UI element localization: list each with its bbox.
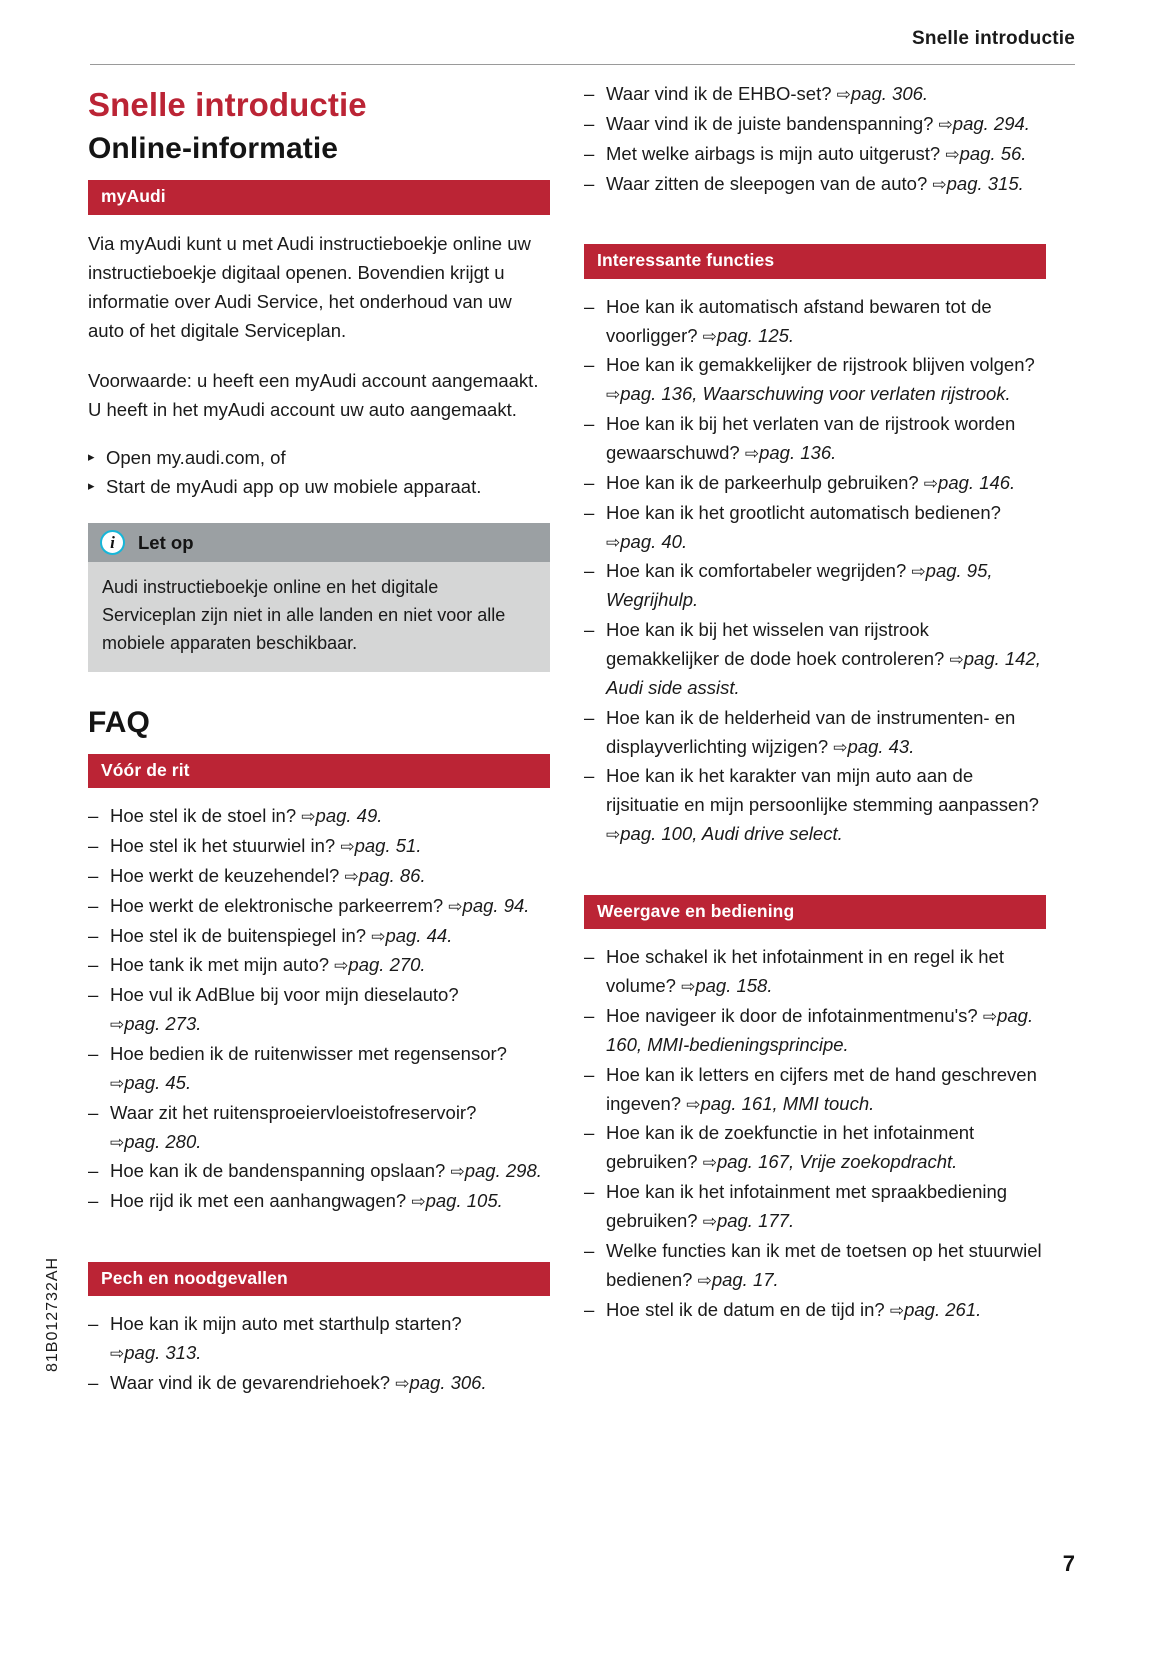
page-reference-arrow-icon: ⇨: [110, 1073, 125, 1093]
dash-bullet-icon: –: [88, 835, 99, 856]
dash-bullet-icon: –: [88, 984, 99, 1006]
dash-bullet-icon: –: [88, 954, 99, 976]
faq-list-item: [584, 140, 1046, 169]
page-reference-label: pag. 142, Audi side assist.: [606, 648, 1041, 698]
page-reference: [745, 442, 836, 463]
faq-question: Hoe bedien ik de ruitenwisser met regensensor?: [110, 1043, 507, 1065]
faq-question: Waar zitten de sleepogen van de auto?: [606, 172, 933, 194]
faq-list-item: [584, 110, 1046, 139]
page-reference-label: pag. 40.: [620, 530, 688, 552]
page-reference-label: pag. 158.: [695, 975, 773, 997]
page-reference: [340, 835, 421, 856]
page-reference: [833, 736, 914, 757]
page-reference-arrow-icon: ⇨: [606, 385, 621, 405]
subsection-bar-pech: Pech en noodgevallen: [88, 1262, 550, 1296]
faq-question: Hoe schakel ik het infotainment in en regel ik het volume?: [606, 946, 1004, 997]
faq-list-item: [584, 1002, 1046, 1060]
list-item-label: Open my.audi.com, of: [106, 447, 286, 468]
faq-question: Hoe kan ik mijn auto met starthulp starten?: [110, 1313, 462, 1335]
left-column: [88, 80, 550, 1399]
dash-bullet-icon: –: [584, 706, 595, 728]
faq-question: Hoe kan ik de helderheid van de instrumenten- en displayverlichting wijzigen?: [606, 706, 1016, 757]
page-reference-label: pag. 86.: [358, 864, 426, 886]
faq-question: Hoe kan ik de bandenspanning opslaan?: [110, 1160, 451, 1182]
faq-list-item: [584, 293, 1046, 351]
page-reference-arrow-icon: ⇨: [110, 1132, 125, 1152]
interessante-functies-list: [584, 293, 1046, 849]
page-reference-label: pag. 100, Audi drive select.: [620, 823, 843, 845]
page-reference-arrow-icon: ⇨: [697, 1270, 712, 1290]
page-reference-label: pag. 273.: [124, 1013, 202, 1035]
faq-list-item: [88, 981, 550, 1039]
page-reference-label: pag. 270.: [348, 954, 426, 976]
faq-list-item: [584, 351, 1046, 409]
faq-list-item: [584, 1178, 1046, 1236]
page-reference-arrow-icon: ⇨: [344, 866, 359, 886]
faq-list-item: [584, 557, 1046, 615]
dash-bullet-icon: –: [584, 1122, 595, 1144]
page-reference-label: pag. 294.: [952, 112, 1030, 134]
page-reference-arrow-icon: ⇨: [982, 1006, 998, 1026]
page-reference-arrow-icon: ⇨: [945, 144, 960, 164]
faq-list-item: [584, 762, 1046, 849]
page-reference-arrow-icon: ⇨: [702, 1212, 717, 1231]
page-reference-label: pag. 161, MMI touch.: [700, 1092, 875, 1114]
faq-list-item: [88, 862, 550, 891]
faq-list-item: [584, 1061, 1046, 1119]
faq-list-item: [584, 170, 1046, 199]
page-reference: [301, 805, 382, 826]
note-box: [88, 523, 550, 672]
faq-question: Hoe kan ik de parkeerhulp gebruiken?: [606, 471, 924, 493]
faq-question: Hoe vul ik AdBlue bij voor mijn dieselauto?: [110, 984, 459, 1006]
dash-bullet-icon: –: [584, 1181, 595, 1203]
faq-question: Waar vind ik de juiste bandenspanning?: [606, 112, 939, 134]
page-reference-arrow-icon: ⇨: [836, 85, 851, 104]
faq-list-item: [584, 80, 1046, 109]
faq-list-item: [88, 802, 550, 831]
page-reference-arrow-icon: ⇨: [110, 1344, 125, 1364]
faq-title: FAQ: [88, 705, 150, 739]
page-reference-arrow-icon: ⇨: [334, 956, 349, 976]
faq-question: Waar vind ik de gevarendriehoek?: [110, 1372, 396, 1394]
page-reference-arrow-icon: ⇨: [301, 807, 316, 827]
faq-question: Hoe stel ik de datum en de tijd in?: [606, 1298, 890, 1320]
page-reference-label: pag. 49.: [315, 805, 383, 827]
dash-bullet-icon: –: [584, 501, 595, 523]
page-reference: [344, 865, 425, 886]
faq-question: Hoe stel ik de buitenspiegel in?: [110, 924, 372, 946]
dash-bullet-icon: –: [88, 1313, 99, 1335]
page-reference-arrow-icon: ⇨: [938, 114, 953, 134]
dash-bullet-icon: –: [584, 172, 595, 194]
page-reference-arrow-icon: ⇨: [833, 737, 848, 757]
page-reference: [837, 83, 928, 104]
page-reference: [395, 1372, 486, 1393]
header-title: Snelle introductie: [911, 28, 1075, 49]
page-reference-arrow-icon: ⇨: [949, 650, 964, 669]
page-reference: [110, 1342, 201, 1363]
dash-bullet-icon: –: [584, 946, 595, 968]
dash-bullet-icon: –: [584, 413, 595, 435]
page-reference: [681, 975, 772, 996]
dash-bullet-icon: –: [88, 805, 99, 827]
triangle-bullet-icon: ▸: [88, 478, 95, 494]
page-reference-arrow-icon: ⇨: [448, 896, 463, 916]
weergave-en-bediening-list: [584, 943, 1046, 1324]
faq-list-item: [584, 1237, 1046, 1295]
dash-bullet-icon: –: [88, 924, 99, 946]
faq-list-item: [88, 1369, 550, 1398]
subsection-bar-myaudi: myAudi: [88, 180, 550, 214]
dash-bullet-icon: –: [584, 83, 595, 104]
dash-bullet-icon: –: [88, 1160, 99, 1182]
page-reference: [698, 1269, 779, 1290]
dash-bullet-icon: –: [584, 1239, 595, 1261]
section-title: Online-informatie: [88, 131, 339, 165]
faq-question: Hoe rijd ik met een aanhangwagen?: [110, 1190, 412, 1212]
page-number: 7: [1062, 1551, 1075, 1576]
faq-question: Welke functies kan ik met de toetsen op het stuurwiel bedienen?: [606, 1239, 1042, 1290]
page-reference-label: pag. 17.: [711, 1268, 779, 1290]
page-reference-label: pag. 177.: [716, 1210, 795, 1231]
faq-list-item: [88, 892, 550, 921]
faq-list-item: [584, 499, 1046, 557]
chapter-title: Snelle introductie: [88, 86, 367, 123]
dash-bullet-icon: –: [584, 1063, 595, 1085]
page-reference-arrow-icon: ⇨: [702, 1153, 717, 1173]
faq-question: Hoe stel ik het stuurwiel in?: [110, 835, 341, 856]
subsection-bar-interessante-functies: Interessante functies: [584, 244, 1046, 278]
page-reference-arrow-icon: ⇨: [923, 473, 939, 493]
faq-question: Hoe stel ik de stoel in?: [110, 805, 302, 827]
page-reference-arrow-icon: ⇨: [686, 1094, 701, 1114]
page-reference: [945, 143, 1026, 164]
faq-question: Hoe navigeer ik door de infotainmentmenu's?: [606, 1004, 983, 1026]
page-reference-label: pag. 146.: [938, 471, 1016, 493]
faq-list-item: [88, 951, 550, 980]
paragraph-myaudi-intro: Via myAudi kunt u met Audi instructieboekje online uw instructieboekje digitaal openen. Bovendien krijgt u informatie over Audi Service, het onderhoud van uw auto of het digitale Serviceplan.: [88, 232, 531, 342]
page-reference-label: pag. 306.: [850, 83, 929, 104]
note-text: Audi instructieboekje online en het digitale Serviceplan zijn niet in alle landen en niet voor alle mobiele apparaten beschikbaar.: [88, 562, 550, 672]
myaudi-steps-list: [88, 444, 550, 501]
faq-list-item: [584, 616, 1046, 703]
right-column: [584, 80, 1046, 1325]
page-reference: [110, 1072, 191, 1093]
faq-question: Hoe kan ik comfortabeler wegrijden?: [606, 560, 912, 582]
page-reference-label: pag. 136, Waarschuwing voor verlaten rijstrook.: [620, 383, 1011, 405]
page-reference-label: pag. 105.: [425, 1190, 503, 1212]
page-reference-arrow-icon: ⇨: [889, 1300, 905, 1320]
pech-list-continued: [584, 80, 1046, 198]
page-reference: [448, 895, 529, 916]
page-reference-label: pag. 261.: [904, 1298, 982, 1320]
faq-list-item: [88, 1099, 550, 1157]
dash-bullet-icon: –: [584, 142, 595, 164]
page-header: [90, 28, 1075, 70]
faq-list-item: [88, 1310, 550, 1368]
dash-bullet-icon: –: [88, 1372, 99, 1394]
page-reference-label: pag. 45.: [124, 1071, 192, 1093]
page-reference-label: pag. 298.: [464, 1160, 542, 1182]
faq-question: Waar vind ik de EHBO-set?: [606, 83, 837, 104]
page-reference: [371, 925, 452, 946]
page-reference-label: pag. 160, MMI-bedieningsprincipe.: [606, 1004, 1034, 1055]
page-reference-label: pag. 125.: [716, 324, 795, 346]
info-icon: i: [100, 530, 125, 555]
page-reference-arrow-icon: ⇨: [744, 443, 760, 463]
page-reference: [703, 1210, 794, 1231]
subsection-bar-weergave-en-bediening: Weergave en bediening: [584, 895, 1046, 929]
page-reference-label: pag. 315.: [946, 172, 1024, 194]
page-reference: [606, 531, 687, 552]
page-reference-label: pag. 51.: [354, 835, 422, 856]
page-reference: [939, 113, 1030, 134]
page-reference-arrow-icon: ⇨: [681, 977, 696, 997]
faq-question: Hoe kan ik gemakkelijker de rijstrook blijven volgen?: [606, 354, 1035, 376]
page-reference-arrow-icon: ⇨: [371, 926, 386, 946]
page-reference: [932, 173, 1023, 194]
faq-question: Hoe kan ik automatisch afstand bewaren tot de voorligger?: [606, 295, 992, 346]
dash-bullet-icon: –: [584, 295, 595, 317]
page-reference: [110, 1131, 201, 1152]
page-reference: [450, 1160, 541, 1181]
faq-list-item: [584, 1296, 1046, 1325]
document-part-number: 81B012732AH: [44, 1256, 61, 1372]
page-reference: [703, 325, 794, 346]
page-reference-arrow-icon: ⇨: [911, 562, 926, 582]
pech-list: [88, 1310, 550, 1398]
faq-list-item: [88, 1187, 550, 1216]
page-reference-label: pag. 313.: [124, 1342, 202, 1364]
dash-bullet-icon: –: [584, 1004, 595, 1026]
faq-question: Hoe kan ik de zoekfunctie in het infotainment gebruiken?: [606, 1122, 975, 1173]
dash-bullet-icon: –: [88, 1101, 99, 1123]
faq-question: Waar zit het ruitensproeiervloeistofreservoir?: [110, 1101, 477, 1123]
page-reference-label: pag. 95, Wegrijhulp.: [606, 560, 993, 611]
faq-question: Met welke airbags is mijn auto uitgerust?: [606, 142, 946, 164]
page-reference: [890, 1299, 981, 1320]
faq-list-item: [584, 1119, 1046, 1177]
faq-list-item: [584, 943, 1046, 1001]
page-reference-label: pag. 167, Vrije zoekopdracht.: [716, 1151, 958, 1173]
dash-bullet-icon: –: [584, 765, 595, 787]
page-reference-label: pag. 136.: [759, 441, 837, 463]
faq-question: Hoe kan ik het grootlicht automatisch bedienen?: [606, 501, 1001, 523]
page-reference: [686, 1093, 874, 1114]
faq-list-item: [88, 1040, 550, 1098]
page-reference-arrow-icon: ⇨: [702, 326, 717, 346]
faq-list-item: [584, 469, 1046, 498]
dash-bullet-icon: –: [584, 1298, 595, 1320]
subsection-bar-voor-de-rit: Vóór de rit: [88, 754, 550, 788]
faq-question: Hoe kan ik het infotainment met spraakbediening gebruiken?: [606, 1181, 1008, 1231]
page-reference-arrow-icon: ⇨: [110, 1015, 125, 1035]
page-reference-arrow-icon: ⇨: [340, 837, 355, 856]
triangle-bullet-icon: ▸: [88, 449, 95, 464]
page-reference-label: pag. 43.: [847, 735, 915, 757]
voor-de-rit-list: [88, 802, 550, 1216]
page-reference-arrow-icon: ⇨: [450, 1162, 465, 1182]
dash-bullet-icon: –: [584, 619, 595, 641]
dash-bullet-icon: –: [88, 1043, 99, 1065]
page-reference-arrow-icon: ⇨: [606, 825, 621, 845]
page-reference-label: pag. 306.: [409, 1372, 487, 1394]
faq-question: Hoe kan ik het karakter van mijn auto aan de rijsituatie en mijn persoonlijke stemming aanpassen?: [606, 765, 1039, 816]
dash-bullet-icon: –: [584, 471, 595, 493]
page-reference-label: pag. 280.: [124, 1130, 202, 1152]
paragraph-myaudi-precondition: Voorwaarde: u heeft een myAudi account aangemaakt. U heeft in het myAudi account uw auto aangemaakt.: [88, 369, 539, 420]
page-reference-label: pag. 56.: [959, 142, 1027, 164]
dash-bullet-icon: –: [88, 864, 99, 886]
page-reference: [411, 1190, 502, 1211]
note-label: Let op: [138, 531, 194, 553]
faq-list-item: [88, 922, 550, 951]
faq-list-item: [88, 832, 550, 861]
faq-question: Hoe kan ik bij het wisselen van rijstrook gemakkelijker de dode hoek controleren?: [606, 619, 950, 669]
dash-bullet-icon: –: [584, 560, 595, 582]
faq-list-item: [584, 704, 1046, 762]
faq-list-item: [584, 410, 1046, 468]
page-reference-arrow-icon: ⇨: [606, 532, 621, 552]
page-reference: [606, 383, 1011, 404]
header-divider: [90, 64, 1075, 65]
page-reference: [703, 1151, 958, 1172]
page-reference-arrow-icon: ⇨: [411, 1192, 426, 1212]
faq-question: Hoe werkt de elektronische parkeerrem?: [110, 894, 449, 916]
list-item-label: Start de myAudi app op uw mobiele apparaat.: [106, 476, 482, 498]
page-reference-arrow-icon: ⇨: [932, 174, 947, 194]
dash-bullet-icon: –: [88, 1190, 99, 1212]
faq-question: Hoe tank ik met mijn auto?: [110, 954, 335, 976]
note-header: [88, 523, 550, 562]
page-reference-label: pag. 44.: [385, 924, 453, 946]
faq-question: Hoe kan ik letters en cijfers met de hand geschreven ingeven?: [606, 1063, 1037, 1114]
page-reference: [110, 1013, 201, 1034]
faq-question: Hoe kan ik bij het verlaten van de rijstrook worden gewaarschuwd?: [606, 413, 1016, 463]
page-reference-label: pag. 94.: [462, 894, 530, 916]
page-reference-arrow-icon: ⇨: [395, 1374, 410, 1394]
page-reference: [334, 954, 425, 975]
page-reference: [924, 472, 1015, 493]
dash-bullet-icon: –: [584, 354, 595, 376]
faq-list-item: [88, 1157, 550, 1186]
dash-bullet-icon: –: [88, 894, 99, 916]
list-item: [88, 473, 550, 501]
page-reference: [606, 823, 843, 844]
dash-bullet-icon: –: [584, 112, 595, 134]
faq-question: Hoe werkt de keuzehendel?: [110, 864, 345, 886]
list-item: [88, 444, 550, 472]
